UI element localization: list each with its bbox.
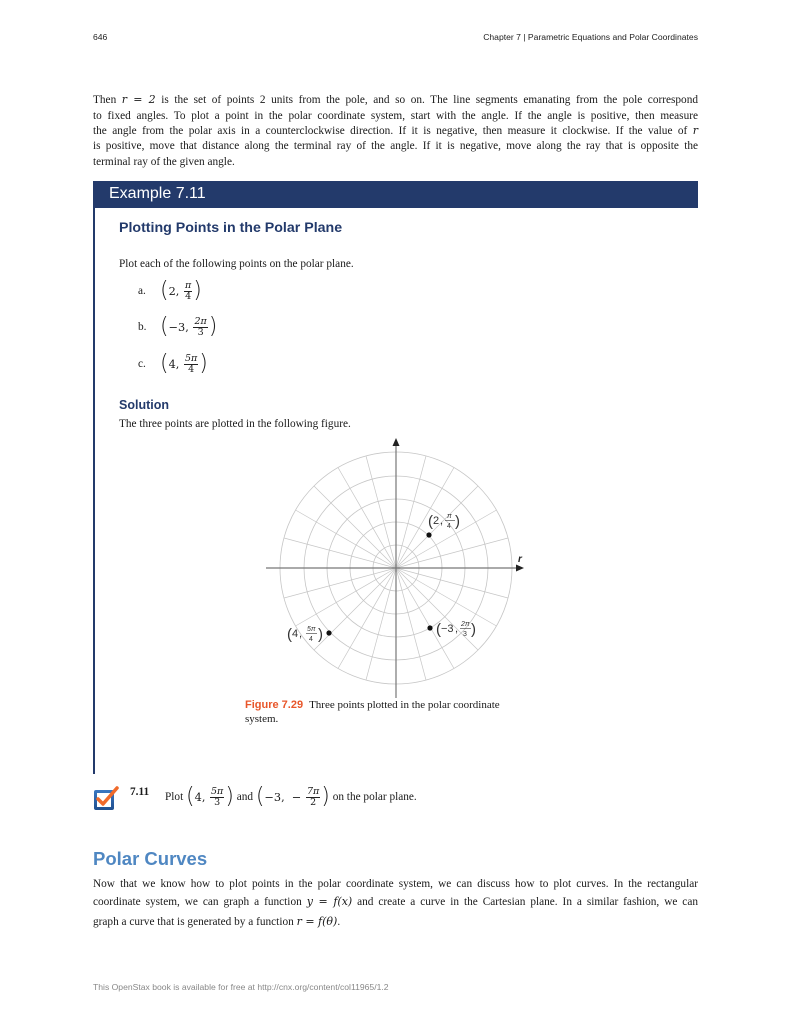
axis-arrow-icon (393, 438, 400, 446)
svg-text:): ) (455, 513, 460, 530)
page-number: 646 (93, 32, 108, 42)
svg-text:4: 4 (309, 636, 313, 643)
solution-text: The three points are plotted in the following figure. (119, 418, 351, 430)
point-c: ( 4 , $\frac{5\pi}{4}$ ) (160, 351, 208, 376)
exercise-point-2: ( −3 , − $\frac{7\pi}{2}$ ) (255, 784, 330, 809)
svg-text:,: , (440, 515, 444, 527)
point-label (436, 621, 476, 638)
figure-number: Figure 7.29 (245, 699, 304, 711)
page-header (93, 32, 698, 44)
intro-paragraph (93, 92, 698, 171)
intro-line-2: to fixed angles. To plot a point in the polar coordinate system, start with the angle. If the angle is positive, then measure (93, 109, 698, 122)
example-title: Plotting Points in the Polar Plane (119, 220, 343, 236)
list-item-b: b. ( −3 , $\frac{2\pi}{3}$ ) (138, 314, 218, 339)
svg-text:3: 3 (463, 631, 467, 638)
svg-text:4: 4 (447, 523, 451, 530)
checkbox-check-icon (93, 786, 119, 812)
figure-caption (245, 698, 535, 726)
point-b: ( −3 , $\frac{2\pi}{3}$ ) (160, 314, 218, 339)
section-line-3: graph a curve that is generated by a function r = f(θ). (93, 915, 341, 928)
svg-text:−3: −3 (441, 623, 454, 635)
axis-arrow-icon (516, 565, 524, 572)
svg-text:4: 4 (292, 628, 299, 640)
svg-text:2π: 2π (461, 621, 470, 628)
axis-label-r: r (518, 554, 522, 565)
intro-line-1: Then r = 2 is the set of points 2 units from the pole, and so on. The line segments emanating from the pole correspond (93, 93, 698, 106)
intro-line-3: the angle from the polar axis in a counterclockwise direction. If it is negative, then measure it clockwise. If the value of r (93, 123, 698, 137)
list-item-c: c. ( 4 , $\frac{5\pi}{4}$ ) (138, 351, 208, 376)
polar-plot-figure (262, 436, 530, 698)
chapter-title: Chapter 7 | Parametric Equations and Polar Coordinates (483, 32, 698, 42)
svg-text:(: ( (287, 626, 292, 643)
plotted-point (326, 630, 331, 635)
svg-text:2: 2 (433, 515, 440, 527)
section-paragraph (93, 877, 698, 932)
math-r-eq-2: r = 2 (121, 93, 156, 106)
exercise-text: Plot ( 4 , $\frac{5\pi}{3}$ ) and ( −3 , − $\frac{7\pi}{2}$ ) on the polar plane. (165, 784, 417, 809)
svg-text:(: ( (428, 513, 433, 530)
math-r: r (692, 123, 698, 137)
svg-text:(: ( (436, 621, 441, 638)
svg-text:,: , (299, 628, 303, 640)
exercise-point-1: ( 4 , $\frac{5\pi}{3}$ ) (186, 784, 234, 809)
section-title: Polar Curves (93, 848, 208, 869)
section-line-2: coordinate system, we can graph a function y = f(x) and create a curve in the Cartesian plane. In a similar fashion, we can (93, 895, 698, 908)
section-line-1: Now that we know how to plot points in the polar coordinate system, we can discuss how to plot curves. In the rectangular (93, 878, 698, 890)
example-header: Example 7.11 (93, 181, 698, 208)
svg-text:): ) (471, 621, 476, 638)
example-prompt: Plot each of the following points on the polar plane. (119, 258, 354, 270)
solution-heading: Solution (119, 398, 169, 412)
plotted-point (426, 532, 431, 537)
point-label (428, 513, 460, 530)
page-footer: This OpenStax book is available for free at http://cnx.org/content/col11965/1.2 (93, 982, 389, 992)
svg-text:π: π (447, 513, 452, 520)
example-left-border (93, 208, 95, 774)
math-r-eq-ftheta: r = f(θ) (296, 915, 338, 928)
list-item-a: a. ( 2 , $\frac{\pi}{4}$ ) (138, 278, 202, 303)
point-a: ( 2 , $\frac{\pi}{4}$ ) (160, 278, 202, 303)
svg-text:5π: 5π (307, 626, 316, 633)
figure-caption-text: Three points plotted in the polar coordinate system. (245, 699, 500, 725)
polar-grid (262, 436, 530, 698)
svg-text:): ) (318, 626, 323, 643)
intro-line-4: is positive, move that distance along the terminal ray of the angle. If it is negative, move along the ray that is opposite the (93, 140, 698, 153)
math-y-eq-fx: y = f(x) (306, 895, 353, 908)
plotted-point (427, 625, 432, 630)
exercise-number: 7.11 (130, 786, 150, 798)
svg-text:,: , (455, 623, 459, 635)
intro-line-5: terminal ray of the given angle. (93, 156, 235, 169)
